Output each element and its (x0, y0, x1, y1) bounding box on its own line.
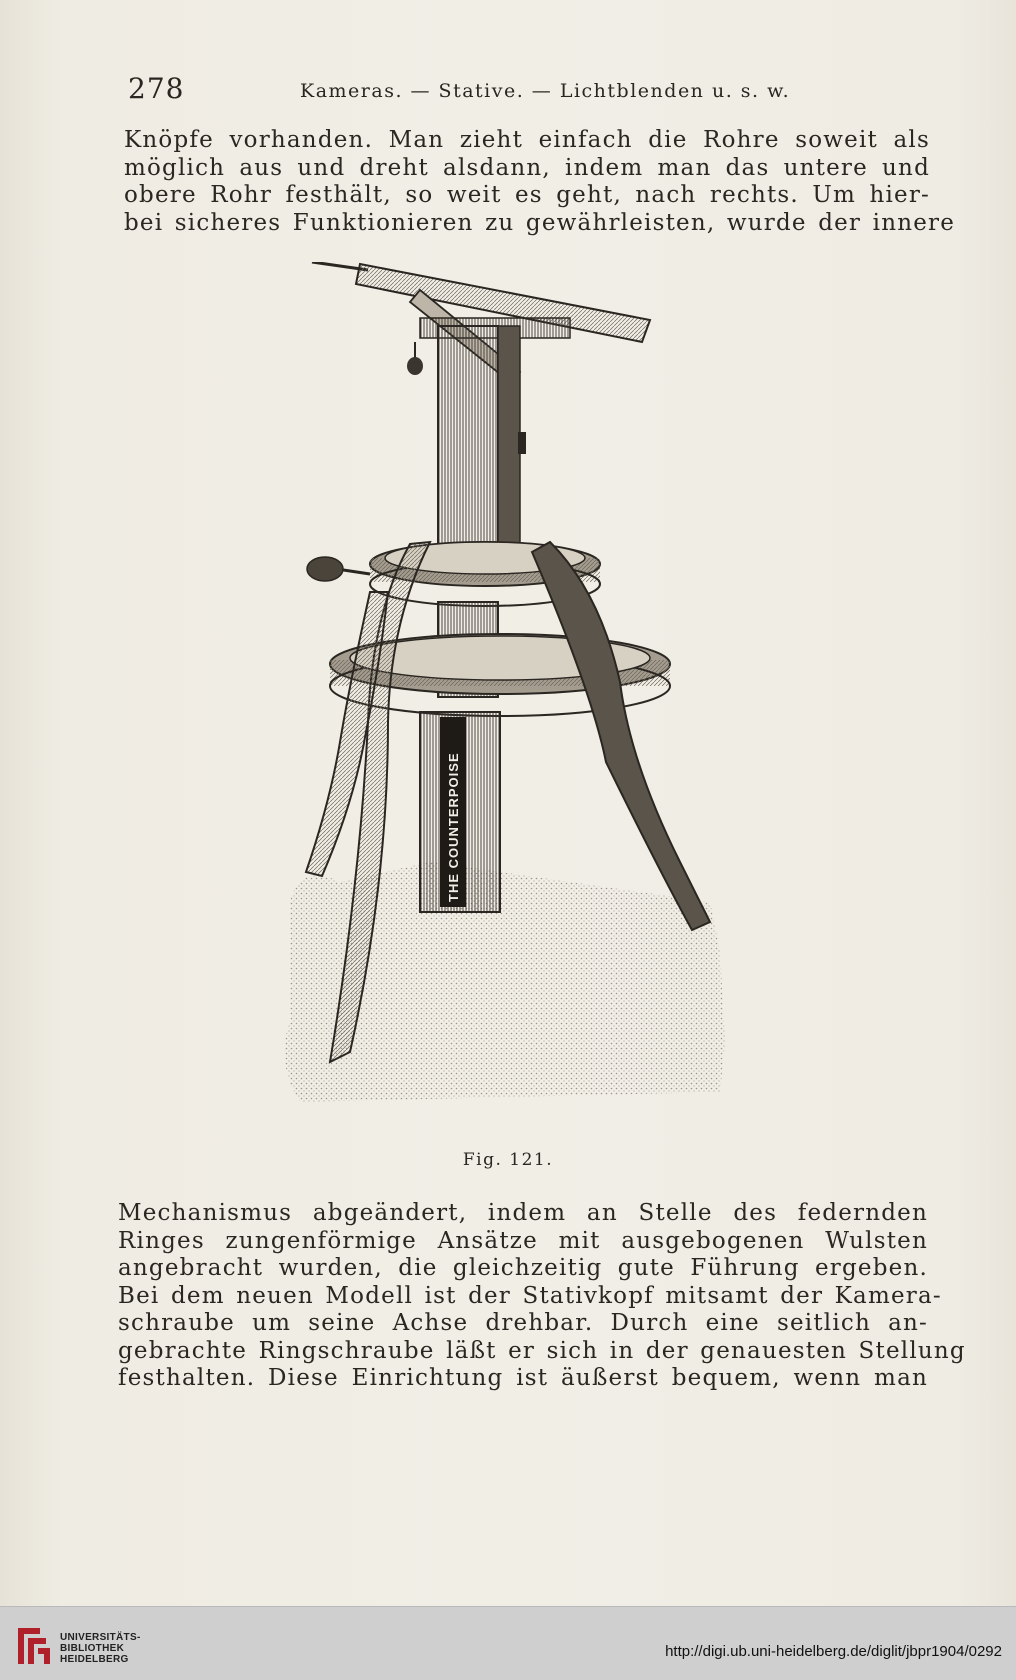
paragraph-top (124, 127, 956, 237)
text-line: festhalten. Diese Einrichtung ist äußerst bequem, wenn man (118, 1365, 928, 1391)
library-name-line: BIBLIOTHEK (60, 1643, 125, 1654)
text-line: angebracht wurden, die gleichzeitig gute Führung ergeben. (118, 1255, 928, 1281)
tripod-leg-right (532, 542, 710, 930)
text-line: schraube um seine Achse drehbar. Durch eine seitlich an- (118, 1310, 928, 1336)
figure-tripod-engraving (270, 262, 770, 1142)
page-number: 278 (128, 72, 185, 105)
text-line: Bei dem neuen Modell ist der Stativkopf mitsamt der Kamera- (118, 1282, 942, 1309)
text-line: möglich aus und dreht alsdann, indem man das untere und (124, 154, 930, 181)
source-url-link[interactable]: http://digi.ub.uni-heidelberg.de/diglit/jbpr1904/0292 (665, 1643, 1002, 1660)
running-head: Kameras. — Stative. — Lichtblenden u. s. w. (300, 80, 791, 102)
tripod-illustration (270, 262, 770, 1142)
library-logo-icon (10, 1624, 54, 1668)
central-column (438, 326, 498, 544)
library-name (60, 1632, 141, 1665)
text-line: obere Rohr festhält, so weit es geht, nach rechts. Um hier- (124, 182, 930, 208)
text-line: Ringes zungenförmige Ansätze mit ausgebogenen Wulsten (118, 1227, 928, 1254)
text-line: bei sicheres Funktionieren zu gewährleisten, wurde der innere (124, 209, 956, 236)
footer-bar (0, 1606, 1016, 1680)
figure-caption: Fig. 121. (462, 1150, 554, 1170)
paragraph-bottom (118, 1200, 966, 1393)
library-name-line: HEIDELBERG (60, 1654, 129, 1665)
library-name-line: UNIVERSITÄTS- (60, 1632, 141, 1643)
page-header (128, 72, 928, 112)
crank-handle (307, 557, 343, 581)
text-line: Knöpfe vorhanden. Man zieht einfach die Rohre soweit als (124, 127, 930, 153)
counterpoise-label: THE COUNTERPOISE (446, 752, 461, 902)
library-logo[interactable] (10, 1620, 150, 1668)
text-line: Mechanismus abgeändert, indem an Stelle des federnden (118, 1200, 928, 1226)
text-line: gebrachte Ringschraube läßt er sich in der genauesten Stellung (118, 1337, 966, 1364)
